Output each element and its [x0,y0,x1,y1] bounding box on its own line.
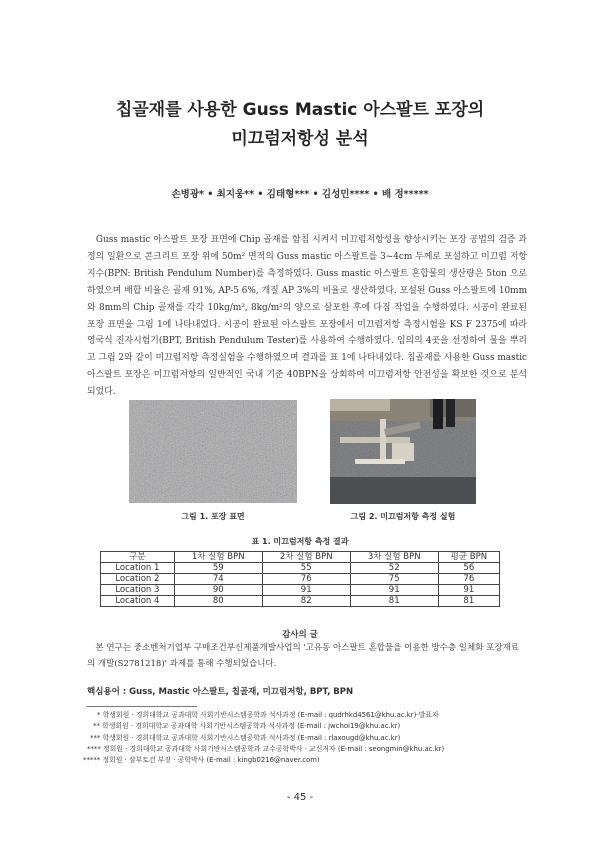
keywords: 핵심용어 : Guss, Mastic 아스팔트, 칩골재, 미끄럼저항, BPT, BPN [87,687,354,697]
pavement-texture-image [129,400,297,503]
table-cell: 76 [438,574,499,585]
table-cell: 90 [174,585,262,596]
header-cell: 평균 BPN [438,552,499,563]
paper-title [0,96,600,154]
figure-1-pavement-surface-photo [129,400,297,503]
table-cell: 75 [350,574,438,585]
table-cell: 81 [350,596,438,607]
table-header-row [101,552,500,563]
table-cell: 55 [262,563,350,574]
table-cell: Location 3 [101,585,175,596]
table-cell: 56 [438,563,499,574]
table-row [101,585,500,596]
acknowledgement [87,640,527,672]
footnote-item: * 학생회원 · 경희대학교 공과대학 사회기반시스템공학과 석사과정 (E-mail : qudrhkd4561@khu.ac.kr)-발표자 [97,711,439,719]
table-row [101,563,500,574]
header-cell: 1차 실험 BPN [174,552,262,563]
page-number: - 45 - [286,792,314,803]
abstract-text: Guss mastic 아스팔트 포장 표면에 Chip 골재를 함침 시켜서 미끄럼저항성을 향상시키는 포장 공법의 검증 과정의 일환으로 콘크리트 포장 위에 50m² 면적의 Guss mastic 아스팔트를 3~4cm 두께로 포설하고 미끄럼 저항 지수(BPN: British Pendulum Number)를 측정하였다. Guss mastic 아스팔트 혼합물의 생산량은 5ton 으로 하였으며 배합 비율은 골재 91%, AP-5 6%, 개질 AP 3%의 비율로 생산하였다. 포설된 Guss 아스팔트에 10mm와 8mm의 Chip 골재를 각각 10kg/m², 8kg/m²의 양으로 살포한 후에 다짐 작업을 수행하였다. 시공이 완료된 포장 표면을 그림 1에 나타내었다. 시공이 완료된 아스팔트 포장에서 미끄럼저항 측정시험을 KS F 2375에 따라 영국식 진자시험기(BPT, British Pendulum Tester)를 사용하여 수행하였다. 임의의 4곳을 선정하여 물을 뿌리고 그림 2와 같이 미끄럼저항 측정실험을 수행하였으며 결과를 표 1에 나타내었다. 칩골재를 사용한 Guss mastic 아스팔트 포장은 미끄럼저항의 일반적인 국내 기준 40BPN을 상회하여 미끄럼저항 안전성을 확보한 것으로 분석되었다. [87,235,527,398]
table-cell: Location 1 [101,563,175,574]
table-cell: 59 [174,563,262,574]
title-line-1: 칩골재를 사용한 Guss Mastic 아스팔트 포장의 [115,100,485,120]
figure-1-caption: 그림 1. 포장 표면 [181,512,245,521]
author-list: 손병광* • 최지웅** • 김태형*** • 김성민**** • 배 정***** [171,189,429,200]
header-cell: 2차 실험 BPN [262,552,350,563]
table-1-title: 표 1. 미끄럼저항 측정 결과 [251,537,349,546]
table-cell: 80 [174,596,262,607]
footnote-divider [87,706,197,707]
header-cell: 3차 실험 BPN [350,552,438,563]
footnote-item: ***** 정회원 · 삼부토건 부장 · 공학박사 (E-mail : kingb0216@naver.com) [83,756,320,765]
table-cell: 81 [438,596,499,607]
table-row [101,596,500,607]
table-cell: 91 [438,585,499,596]
table-cell: 91 [262,585,350,596]
acknowledgement-text: 본 연구는 중소벤처기업부 구매조건부신제품개발사업의 '고유동 아스팔트 혼합물을 이용한 방수층 일체화 포장재료의 개발(S2781218)' 과제를 통해 수행되었습니다. [87,643,519,669]
table-cell: 91 [350,585,438,596]
figure-2-skid-resistance-test-photo [330,399,476,504]
table-cell: 74 [174,574,262,585]
figure-2-caption: 그림 2. 미끄럼저항 측정 실험 [350,512,456,521]
pendulum-tester-image [330,399,476,504]
table-cell: Location 4 [101,596,175,607]
table-cell: Location 2 [101,574,175,585]
header-cell: 구분 [101,552,175,563]
footnote-item: *** 학생회원 · 경희대학교 공과대학 사회기반시스템공학과 석사과정 (E-mail : rlaxougd@khu.ac.kr) [90,733,401,742]
title-line-2: 미끄럼저항성 분석 [231,129,369,149]
abstract [87,232,527,401]
acknowledgement-heading: 감사의 글 [282,630,318,640]
skid-resistance-results-table [100,551,500,607]
footnote-item: **** 정회원 · 경희대학교 공과대학 사회기반시스템공학과 교수공학박사 · 교신저자 (E-mail : seongmin@khu.ac.kr) [87,744,445,753]
table-row [101,574,500,585]
table-cell: 76 [262,574,350,585]
footnote-item: ** 학생회원 · 경희대학교 공과대학 사회기반시스템공학과 석사과정 (E-mail : jwchoi19@khu.ac.kr) [93,722,401,731]
author-footnotes [83,710,527,766]
table-cell: 82 [262,596,350,607]
table-cell: 52 [350,563,438,574]
